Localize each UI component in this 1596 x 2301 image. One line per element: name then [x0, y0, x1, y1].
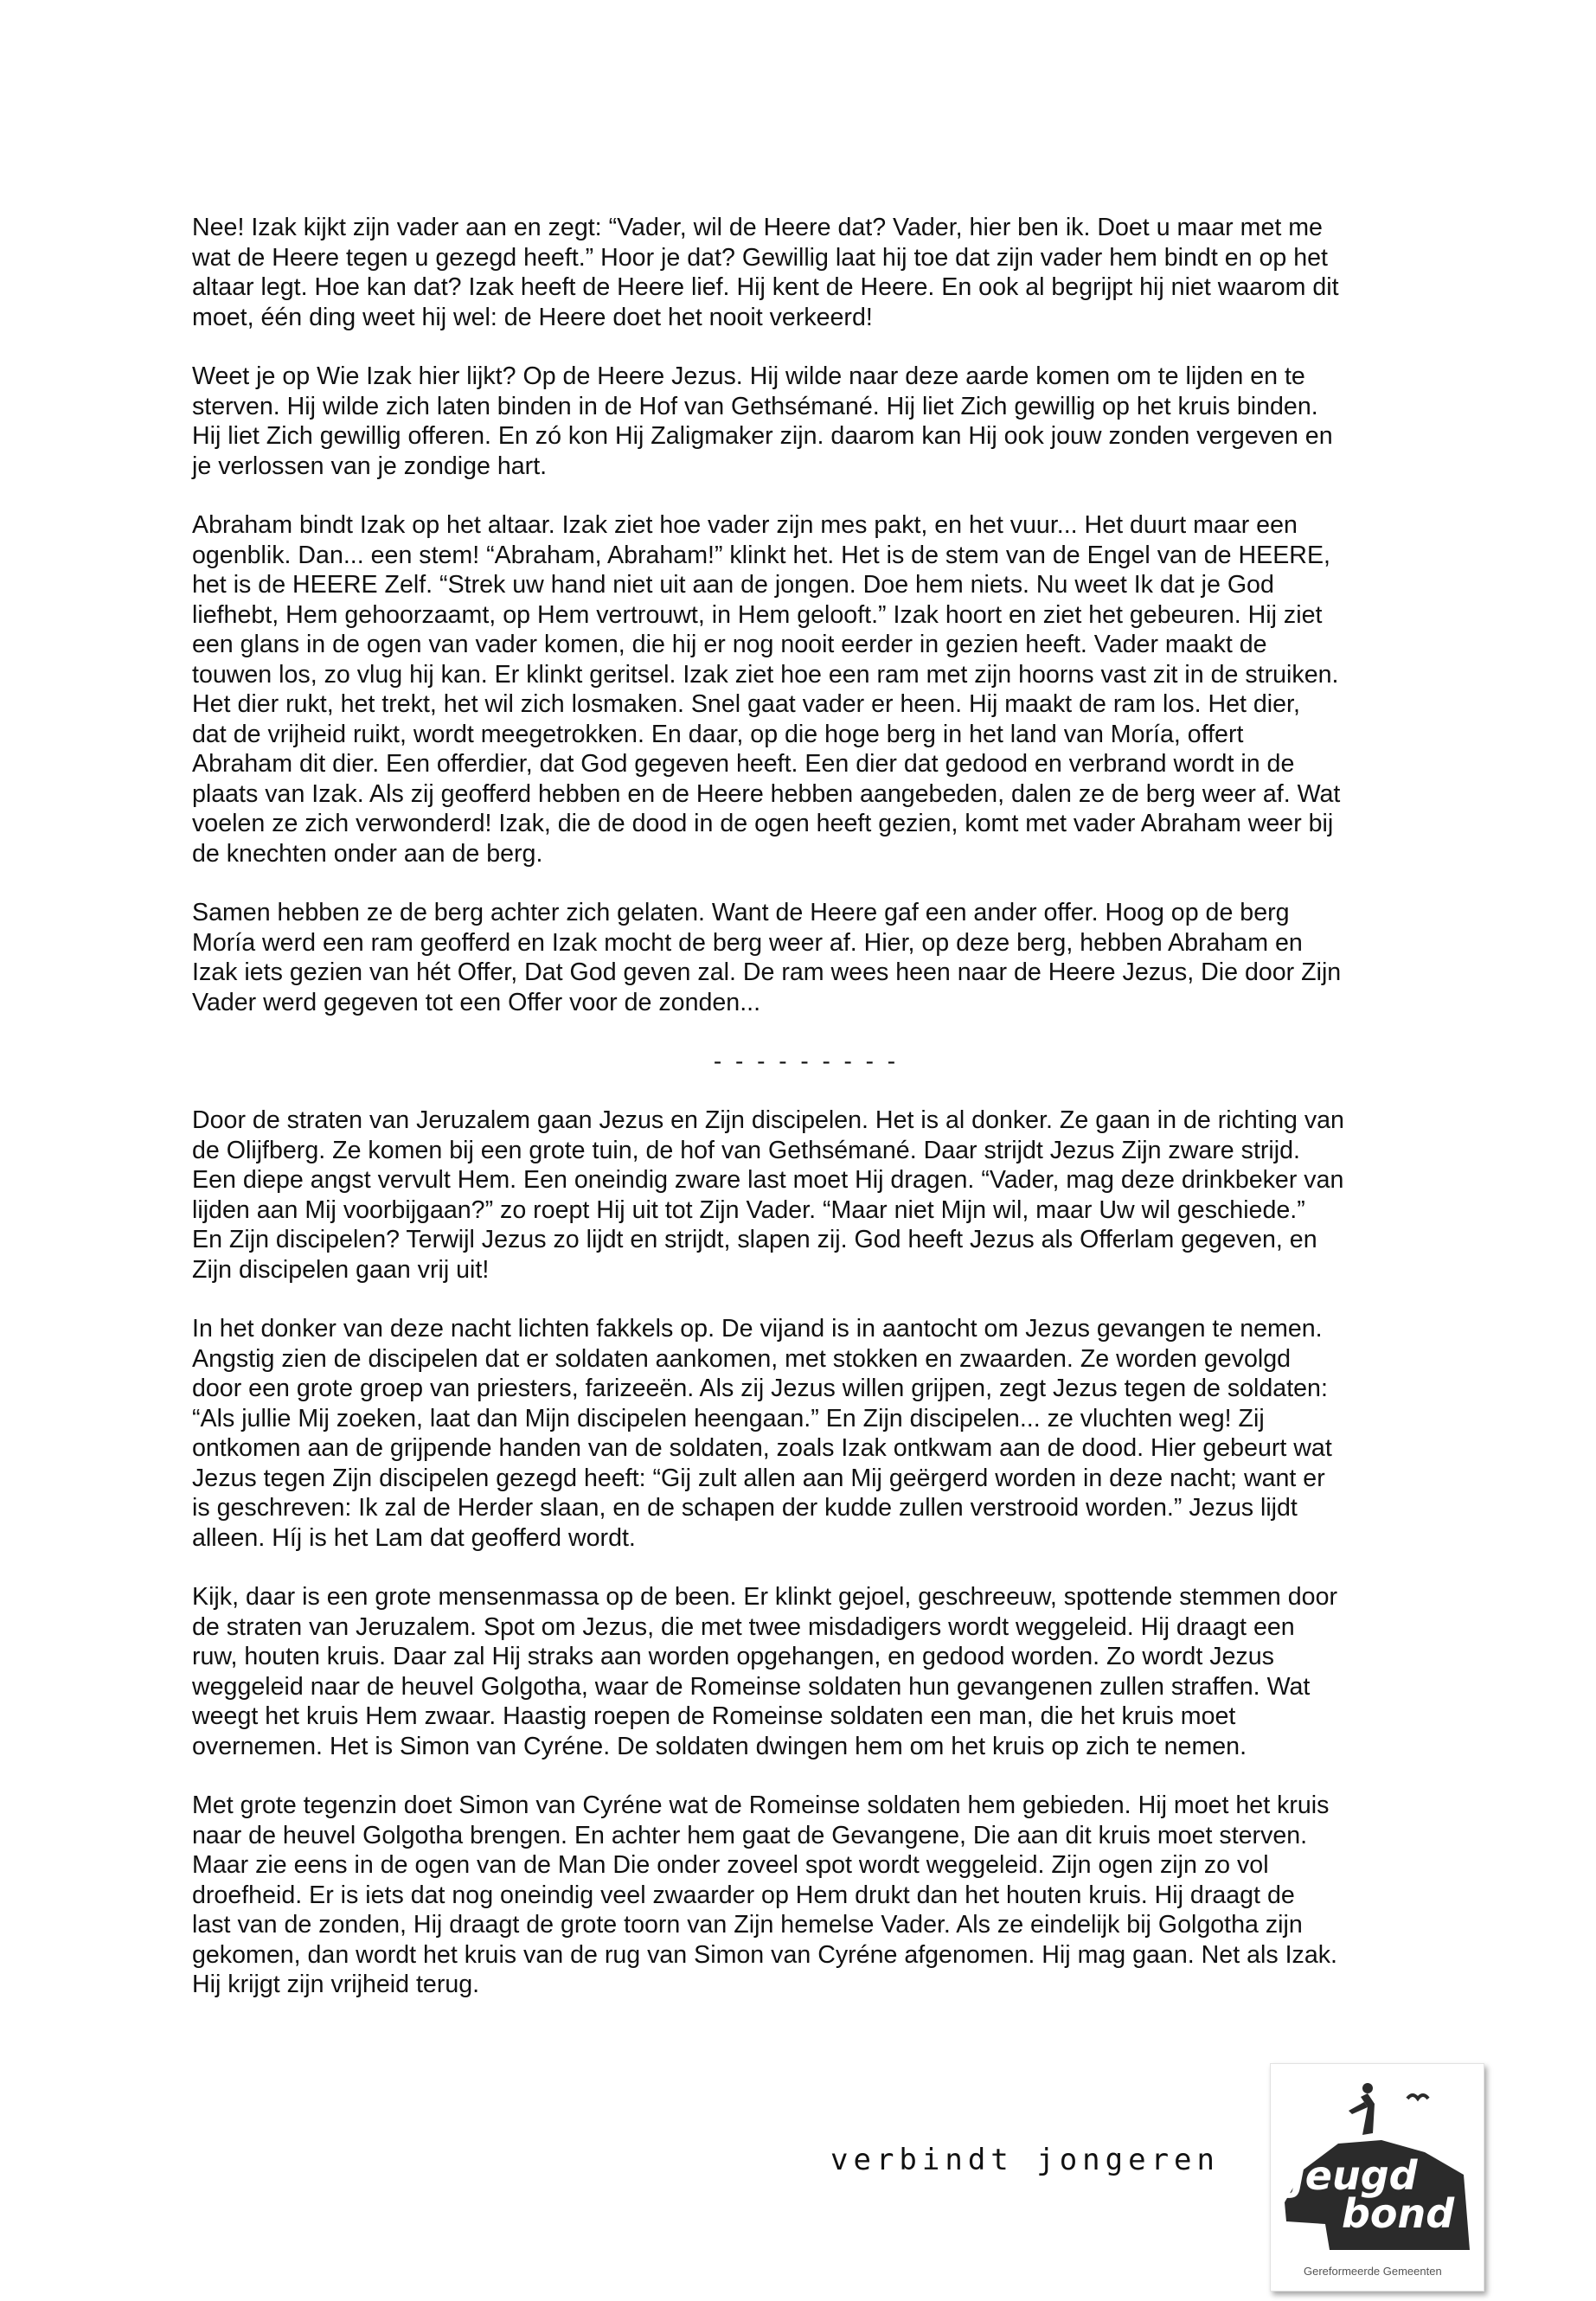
logo-word-bond: bond — [1342, 2190, 1455, 2237]
paragraph-arrest: In het donker van deze nacht lichten fakkels op. De vijand is in aantocht om Jezus gevangen te nemen. Angstig zien de discipelen dat er soldaten aankomen, met stokken en zwaarden. Ze worden gevolgd door een grote groep van priesters, farizeeën. Als zij Jezus willen grijpen, zegt Jezus tegen de soldaten: “Als jullie Mij zoeken, laat dan Mijn discipelen heengaan.” En Zijn discipelen... ze vluchten weg! Zij ontkomen aan de grijpende handen van de soldaten, zoals Izak ontkwam aan de dood. Hier gebeurt wat Jezus tegen Zijn discipelen gezegd heeft: “Gij zult allen aan Mij geërgerd worden in deze nacht; want er is geschreven: Ik zal de Herder slaan, en de schapen der kudde zullen verstrooid worden.” Jezus lijdt alleen. Híj is het Lam dat geofferd wordt. — [192, 1315, 1332, 1552]
footer-tagline: verbindt jongeren — [830, 2143, 1220, 2177]
logo-word-jeugd: jeugd — [1292, 2152, 1418, 2199]
paragraph-simon-cyrene: Met grote tegenzin doet Simon van Cyréne wat de Romeinse soldaten hem gebieden. Hij moet het kruis naar de heuvel Golgotha brengen. En achter hem gaat de Gevangene, Die aan dit kruis moet sterven. Maar zie eens in de ogen van de Man Die onder zoveel spot wordt weggeleid. Zijn ogen zijn zo vol droefheid. Er is iets dat nog oneindig veel zwaarder op Hem drukt dan het houten kruis. Hij draagt de last van de zonden, Hij draagt de grote toorn van Zijn hemelse Vader. Als ze eindelijk bij Golgotha zijn gekomen, dan wordt het kruis van de rug van Simon van Cyréne afgenomen. Hij mag gaan. Net als Izak. Hij krijgt zijn vrijheid terug. — [192, 1791, 1337, 1998]
paragraph-gethsemane: Door de straten van Jeruzalem gaan Jezus en Zijn discipelen. Het is al donker. Ze gaan in de richting van de Olijfberg. Ze komen bij een grote tuin, de hof van Gethsémané. Daar strijdt Jezus Zijn zware strijd. Een diepe angst vervult Hem. Een oneindig zware last moet Hij dragen. “Vader, mag deze drinkbeker van lijden aan Mij voorbijgaan?” zo roept Hij uit tot Zijn Vader. “Maar niet Mijn wil, maar Uw wil geschiede.” En Zijn discipelen? Terwijl Jezus zo lijdt en strijdt, slapen zij. God heeft Jezus als Offerlam gegeven, en Zijn discipelen gaan vrij uit! — [192, 1106, 1344, 1284]
paragraph-izak-like-jesus: Weet je op Wie Izak hier lijkt? Op de Heere Jezus. Hij wilde naar deze aarde komen om te lijden en te sterven. Hij wilde zich laten binden in de Hof van Gethsémané. Hij liet Zich gewillig op het kruis binden. Hij liet Zich gewillig offeren. En zó kon Hij Zaligmaker zijn. daarom kan Hij ook jouw zonden vergeven en je verlossen van je zondige hart. — [192, 362, 1333, 480]
paragraph-crowd: Kijk, daar is een grote mensenmassa op de been. Er klinkt gejoel, geschreeuw, spottende stemmen door de straten van Jeruzalem. Spot om Jezus, die met twee misdadigers wordt weggeleid. Hij draagt een ruw, houten kruis. Daar zal Hij straks aan worden opgehangen, en gedood worden. Zo wordt Jezus weggeleid naar de heuvel Golgotha, waar de Romeinse soldaten hun gevangenen zullen straffen. Wat weegt het kruis Hem zwaar. Haastig roepen de Romeinse soldaten een man, die het kruis moet overnemen. Het is Simon van Cyréne. De soldaten dwingen hem om het kruis op zich te nemen. — [192, 1583, 1338, 1760]
paragraph-leaving-mountain: Samen hebben ze de berg achter zich gelaten. Want de Heere gaf een ander offer. Hoog op de berg Moría werd een ram geofferd en Izak mocht de berg weer af. Hier, op deze berg, hebben Abraham en Izak iets gezien van hét Offer, Dat God geven zal. De ram wees heen naar de Heere Jezus, Die door Zijn Vader werd gegeven tot een Offer voor de zonden... — [192, 899, 1342, 1016]
paragraph-ram-offered: Abraham bindt Izak op het altaar. Izak ziet hoe vader zijn mes pakt, en het vuur... Het duurt maar een ogenblik. Dan... een stem! “Abraham, Abraham!” klinkt het. Het is de stem van de Engel van de HEERE, het is de HEERE Zelf. “Strek uw hand niet uit aan de jongen. Doe hem niets. Nu weet Ik dat je God liefhebt, Hem gehoorzaamt, op Hem vertrouwt, in Hem gelooft.” Izak hoort en ziet het gebeuren. Hij ziet een glans in de ogen van vader komen, die hij er nog nooit eerder in gezien heeft. Vader maakt de touwen los, zo vlug hij kan. Er klinkt geritsel. Izak ziet hoe een ram met zijn hoorns vast zit in de struiken. Het dier rukt, het trekt, het wil zich losmaken. Snel gaat vader er heen. Hij maakt de ram los. Het dier, dat de vrijheid ruikt, wordt meegetrokken. En daar, op die hoge berg in het land van Moría, offert Abraham dit dier. Een offerdier, dat God gegeven heeft. Een dier dat gedood en verbrand wordt in de plaats van Izak. Als zij geofferd hebben en de Heere hebben aangebeden, dalen ze de berg weer af. Wat voelen ze zich verwonderd! Izak, die de dood in de ogen heeft gezien, komt met vader Abraham weer bij de knechten onder aan de berg. — [192, 511, 1341, 868]
document-body — [192, 213, 1420, 2029]
paragraph-izak-obedient: Nee! Izak kijkt zijn vader aan en zegt: “Vader, wil de Heere dat? Vader, hier ben ik. Doet u maar met me wat de Heere tegen u gezegd heeft.” Hoor je dat? Gewillig laat hij toe dat zijn vader hem bindt en op het altaar legt. Hoe kan dat? Izak heeft de Heere lief. Hij kent de Heere. En ook al begrijpt hij niet waarom dit moet, één ding weet hij wel: de Heere doet het nooit verkeerd! — [192, 214, 1339, 331]
section-separator: - - - - - - - - - — [713, 1048, 900, 1074]
logo-caption: Gereformeerde Gemeenten — [1304, 2265, 1442, 2278]
jeugdbond-logo — [1270, 2063, 1484, 2291]
